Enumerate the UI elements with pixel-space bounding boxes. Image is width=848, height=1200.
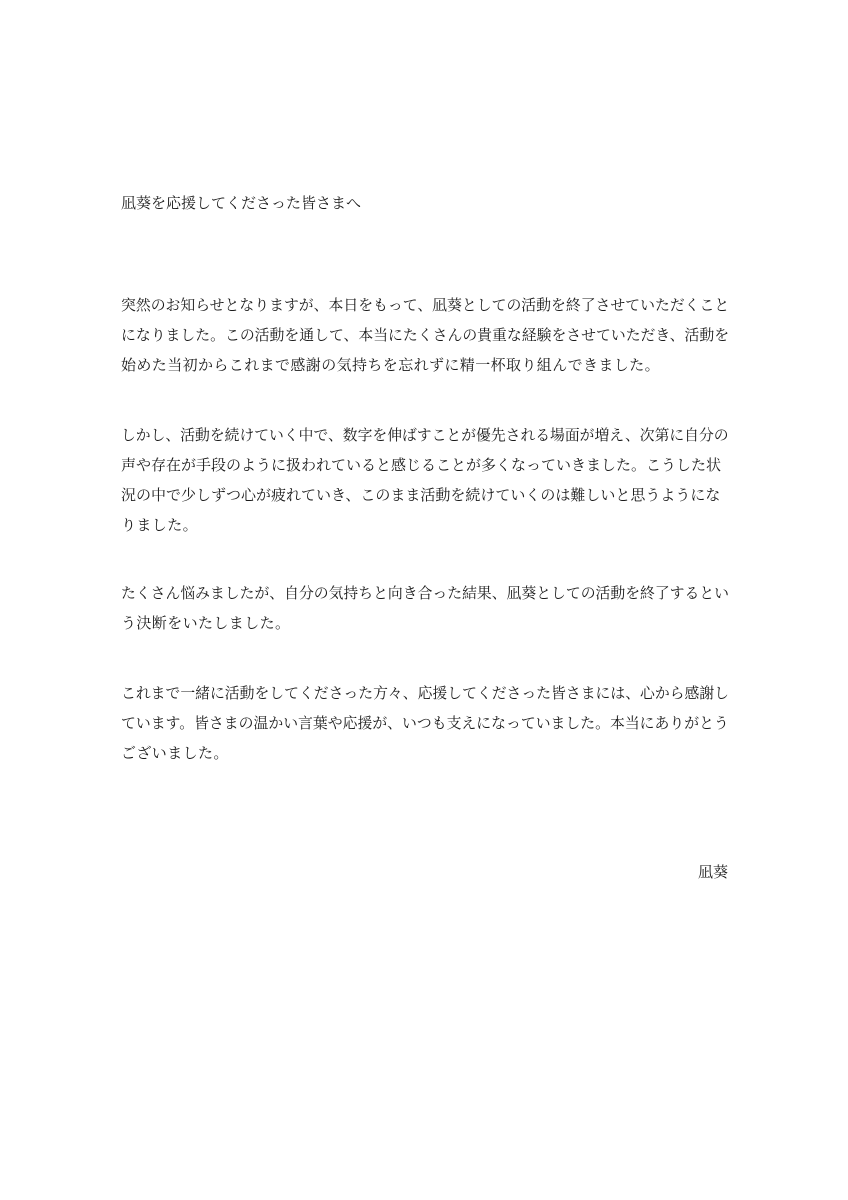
paragraph-line: 況の中で少しずつ心が疲れていき、このまま活動を続けていくのは難しいと思うようにな <box>121 486 721 504</box>
paragraph-line: になりました。この活動を通して、本当にたくさんの貴重な経験をさせていただき、活動を <box>121 326 730 344</box>
paragraph-line: ございました。 <box>121 744 229 762</box>
paragraph-line: たくさん悩みましたが、自分の気持ちと向き合った結果、凪葵としての活動を終了するとい <box>121 584 730 602</box>
signature: 凪葵 <box>697 863 728 881</box>
paragraph-line: う決断をいたしました。 <box>121 614 291 632</box>
paragraph-line: 始めた当初からこれまで感謝の気持ちを忘れずに精一杯取り組んできました。 <box>121 356 661 374</box>
paragraph-line: しかし、活動を続けていく中で、数字を伸ばすことが優先される場面が増え、次第に自分の <box>121 426 729 444</box>
salutation: 凪葵を応援してくださった皆さまへ <box>121 194 362 212</box>
paragraph-thanks <box>121 678 729 768</box>
paragraph-line: 声や存在が手段のように扱われていると感じることが多くなっていきました。こうした状 <box>121 456 722 474</box>
paragraph-line: 突然のお知らせとなりますが、本日をもって、凪葵としての活動を終了させていただくこと <box>121 296 730 314</box>
paragraph-line: これまで一緒に活動をしてくださった方々、応援してくださった皆さまには、心から感謝し <box>121 684 730 702</box>
paragraph-line: ています。皆さまの温かい言葉や応援が、いつも支えになっていました。本当にありがとう <box>121 714 729 732</box>
paragraph-reason <box>121 420 729 540</box>
paragraph-announcement <box>121 290 729 380</box>
paragraph-decision <box>121 578 729 638</box>
paragraph-line: りました。 <box>121 516 199 534</box>
